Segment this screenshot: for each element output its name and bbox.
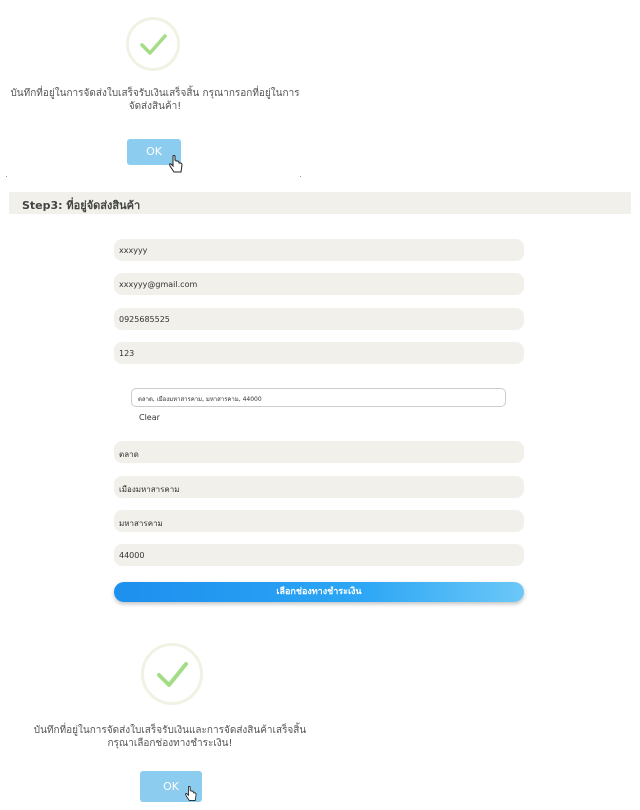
- clear-button[interactable]: Clear: [139, 413, 160, 422]
- email-field[interactable]: [114, 273, 524, 295]
- step-header: [9, 192, 631, 214]
- checkmark-icon: [144, 646, 200, 702]
- message-line: บันทึกที่อยู่ในการจัดส่งใบเสร็จรับเงินและการจัดส่งสินค้าเสร็จสิ้น: [33, 725, 307, 736]
- house-number-field[interactable]: [114, 342, 524, 364]
- success-message-top: [10, 87, 300, 113]
- field-value: xxxyyy: [119, 246, 148, 255]
- district-field[interactable]: [114, 476, 524, 498]
- separator-dot: [6, 176, 7, 177]
- ok-button-top[interactable]: OK: [127, 139, 181, 165]
- choose-payment-button[interactable]: เลือกช่องทางชำระเงิน: [114, 582, 524, 602]
- address-search-value: ตลาด, เมืองมหาสารคาม, มหาสารคาม, 44000: [138, 396, 262, 403]
- checkmark-icon: [129, 20, 177, 68]
- field-value: 0925685525: [119, 315, 170, 324]
- success-message-bottom: [15, 724, 325, 750]
- message-line: กรุณาเลือกช่องทางชำระเงิน!: [107, 738, 233, 749]
- success-circle-bottom: [141, 643, 203, 705]
- field-value: ตลาด: [119, 450, 139, 459]
- hand-pointer-icon: [168, 155, 184, 175]
- ok-button-bottom[interactable]: OK: [140, 771, 202, 802]
- field-value: เมืองมหาสารคาม: [119, 485, 180, 494]
- field-value: มหาสารคาม: [119, 519, 163, 528]
- message-line: จัดส่งสินค้า!: [128, 101, 182, 112]
- address-search-input[interactable]: [131, 388, 506, 407]
- step-title: Step3: ที่อยู่จัดส่งสินค้า: [22, 199, 141, 212]
- phone-field[interactable]: [114, 308, 524, 330]
- field-value: 123: [119, 349, 135, 358]
- name-field[interactable]: [114, 239, 524, 261]
- field-value: xxxyyy@gmail.com: [119, 280, 198, 289]
- subdistrict-field[interactable]: [114, 441, 524, 463]
- postcode-field[interactable]: [114, 544, 524, 566]
- field-value: 44000: [119, 551, 145, 560]
- success-circle-top: [126, 17, 180, 71]
- hand-pointer-icon: [184, 786, 198, 803]
- province-field[interactable]: [114, 510, 524, 532]
- message-line: บันทึกที่อยู่ในการจัดส่งใบเสร็จรับเงินเสร็จสิ้น กรุณากรอกที่อยู่ในการ: [10, 88, 300, 99]
- separator-dot: [300, 176, 301, 177]
